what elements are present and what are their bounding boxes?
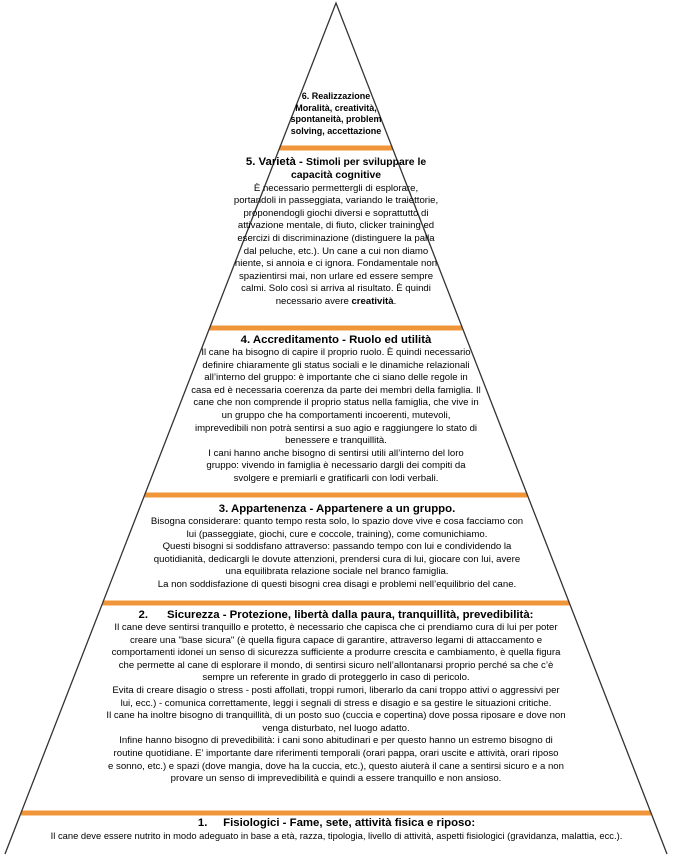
level-2-line: che permette al cane di esplorare il mondo, di sentirsi sicuro nell’allontanarsi proprio perché sa che c’è <box>118 659 554 671</box>
level-6-block <box>236 91 436 137</box>
level-5-last-line <box>186 296 486 309</box>
level-3-line: Questi bisogni si soddisfano attraverso: passando tempo con lui e condividendo la <box>162 541 512 553</box>
level-5-keyword: creatività <box>351 295 394 307</box>
level-4-line: gruppo: vivendo in famiglia è necessario dargli dei compiti da <box>206 460 466 472</box>
level-2-line: routine quotidiane. E’ importante dare riferimenti temporali (orari pappa, orari uscite e attività, orari riposo <box>113 747 559 759</box>
level-5-line: attivazione mentale, di fiuto, clicker training ed <box>237 220 435 232</box>
level-4-line: Il cane ha bisogno di capire il proprio ruolo. È quindi necessario <box>201 347 471 358</box>
level-2-line: Il cane deve sentirsi tranquillo e protetto, è necessario che capisca che ci prendiamo cura di lui per poter <box>114 622 558 633</box>
level-3-block <box>96 502 578 592</box>
divider-3-2 <box>103 601 570 606</box>
level-4-line: svolgere e premiarli e gratificarli con lodi verbali. <box>233 472 439 484</box>
level-5-line: calmi. Solo così si arriva al risultato. È quindi <box>241 283 431 295</box>
level-5-title-subtitle: Stimoli per sviluppare le <box>306 157 427 168</box>
level-5-period: . <box>393 295 397 307</box>
level-5-line: esercizi di discriminazione (distinguere la palla <box>237 232 435 244</box>
level-3-title: 3. Appartenenza - Appartenere a un gruppo. <box>218 503 456 515</box>
level-6-line: spontaneità, problem <box>290 114 382 124</box>
level-4-title: 4. Accreditamento - Ruolo ed utilità <box>240 334 432 346</box>
level-5-line: proponendogli giochi diversi e soprattutto di <box>243 207 429 219</box>
divider-5-4 <box>210 326 463 331</box>
level-5-line: spazientirsi mai, non urlare ed essere sempre <box>238 270 434 282</box>
level-2-line: Infine hanno bisogno di prevedibilità: i cani sono abitudinari e per questo hanno un estremo bisogno di <box>119 735 553 747</box>
level-2-line: Il cane ha inoltre bisogno di tranquillità, di un posto suo (cuccia e copertina) dove possa riposare e dove non <box>106 710 566 722</box>
level-2-line: venga disturbato, nel luogo adatto. <box>262 722 410 734</box>
level-2-line: creare una "base sicura" (è quella figura capace di garantire, attraverso legami di attaccamento e <box>129 634 543 646</box>
divider-2-1 <box>21 811 651 816</box>
level-4-line: cane che non comprende il proprio status nella famiglia, che vive in <box>193 397 479 409</box>
level-4-line: all’interno del gruppo: è importante che ci siano delle regole in <box>204 372 468 384</box>
level-5-last-text: necessario avere <box>275 295 352 307</box>
level-5-title-number: 5. Varietà - <box>245 156 307 168</box>
level-2-line: comportamenti idonei un senso di sicurezza sufficiente a produrre crescita e cambiamento, è quella figura <box>111 647 561 659</box>
level-4-line: imprevedibili non potrà sentirsi a suo agio e raggiungere lo stato di <box>194 422 478 434</box>
level-3-line: lui (passeggiate, giochi, cure e coccole, training), come comunichiamo. <box>186 528 488 540</box>
level-1-title: 1. Fisiologici - Fame, sete, attività fisica e riposo: <box>197 817 476 829</box>
level-5-line: portandoli in passeggiata, variando le traiettorie, <box>233 195 439 207</box>
level-3-line: quotidianità, dedicargli le dovute attenzioni, prendersi cura di lui, giocare con lui, avere <box>153 553 521 565</box>
level-5-line: È necessario permettergli di esplorare, <box>253 182 419 194</box>
level-3-line: Bisogna considerare: quanto tempo resta solo, lo spazio dove vive e cosa facciamo con <box>150 516 524 527</box>
level-6-title: 6. Realizzazione <box>301 91 371 101</box>
level-2-line: e sonno, etc.) e spazi (dove mangia, dove ha la cuccia, etc.), questo aiuterà il cane a sentirsi sicuro e a non <box>108 760 564 772</box>
level-1-block <box>0 816 673 843</box>
level-2-block <box>40 608 632 786</box>
level-6-line: solving, accettazione <box>290 125 382 136</box>
level-4-line: definire chiaramente gli status sociali e le dinamiche relazionali <box>202 359 470 371</box>
divider-4-3 <box>145 493 528 498</box>
level-2-title: 2. Sicurezza - Protezione, libertà dalla paura, tranquillità, prevedibilità: <box>138 609 534 621</box>
level-4-block <box>150 333 522 486</box>
level-4-line: un gruppo che ha comportamenti incoerenti, mutevoli, <box>221 409 451 421</box>
level-2-line: lui, ecc.) - comunica correttamente, leggi i segnali di stress e disagio e sa gestire le situazioni critiche. <box>120 697 552 709</box>
level-2-line: Evita di creare disagio o stress - posti affollati, troppi rumori, liberarlo da cani troppo attivi o aggressivi per <box>112 684 560 696</box>
level-4-line: benessere e tranquillità. <box>285 435 387 447</box>
level-5-line: dal peluche, etc.). Un cane a cui non diamo <box>243 245 429 257</box>
level-1-line: Il cane deve essere nutrito in modo adeguato in base a età, razza, tipologia, livello di attività, aspetti fisiologici (gravidanza, malattia, ecc.). <box>50 830 623 841</box>
level-4-line: casa ed è necessaria coerenza da parte dei membri della famiglia. Il <box>191 384 481 396</box>
level-4-line: I cani hanno anche bisogno di sentirsi utili all’interno del loro <box>208 447 464 459</box>
level-3-line: una equilibrata relazione sociale nel branco famiglia. <box>225 566 449 578</box>
level-2-line: sempre un referente in grado di proteggerlo in caso di pericolo. <box>202 672 470 684</box>
divider-6-5 <box>280 146 393 151</box>
level-2-line: provare un senso di imprevedibilità e quindi a essere tranquillo e non ansioso. <box>170 773 502 785</box>
level-5-title-cont: capacità cognitive <box>290 170 382 181</box>
level-3-line: La non soddisfazione di questi bisogni crea disagi e problemi nell’equilibrio del cane. <box>157 578 517 590</box>
level-5-block <box>186 155 486 309</box>
level-5-line: niente, si annoia e ci ignora. Fondamentale non <box>234 258 438 270</box>
level-5-title <box>186 155 486 170</box>
level-6-line: Moralità, creatività, <box>295 102 377 113</box>
